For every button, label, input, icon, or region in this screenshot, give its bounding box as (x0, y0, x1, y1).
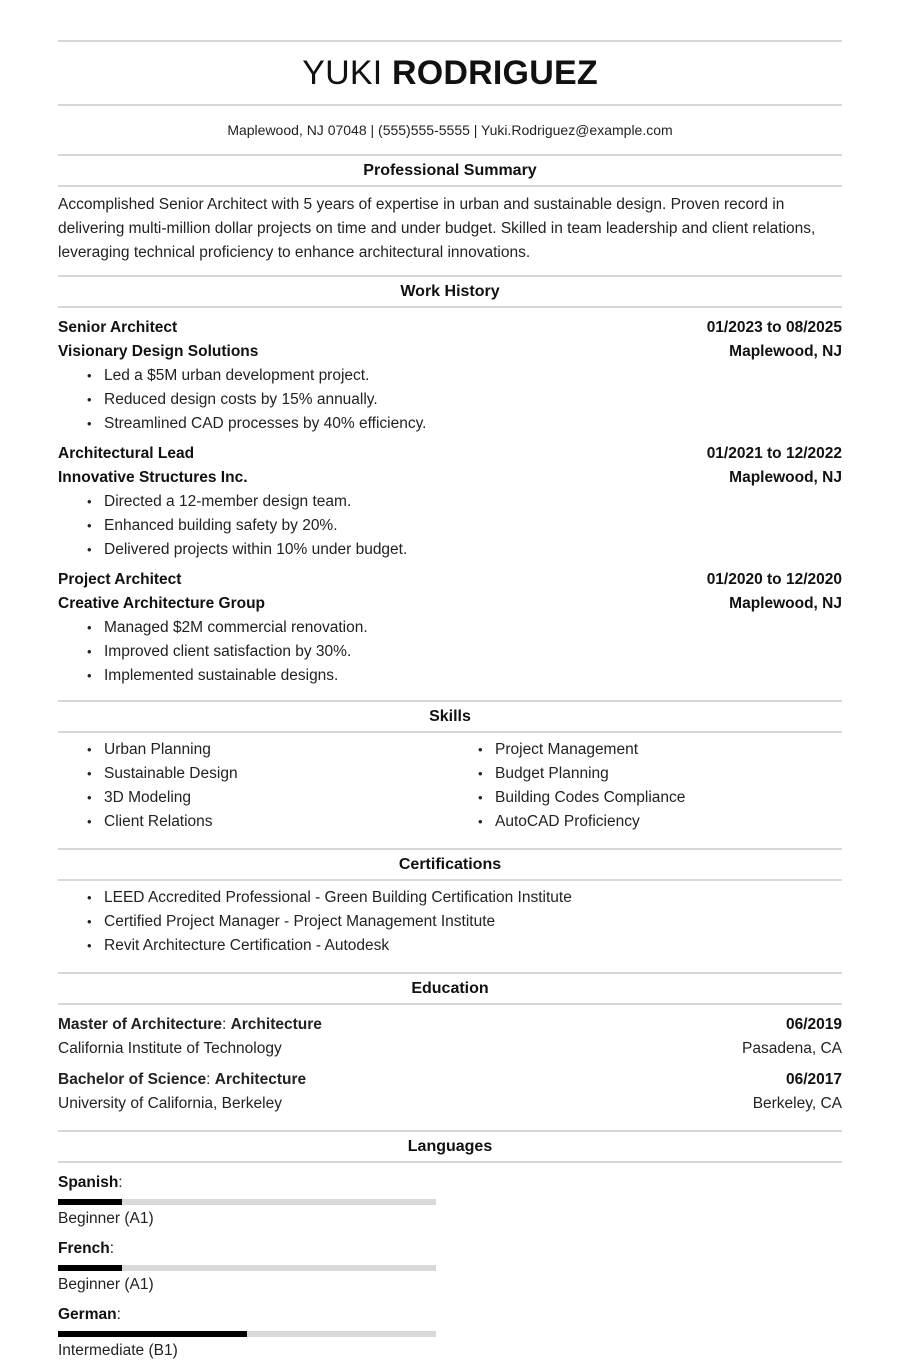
list-item: • AutoCAD Proficiency (495, 810, 840, 834)
contact-line: Maplewood, NJ 07048 | (555)555-5555 | Yuki.Rodriguez@example.com (227, 122, 673, 138)
list-item: • Delivered projects within 10% under budget. (104, 538, 842, 562)
list-item: • Urban Planning (104, 738, 449, 762)
job-bullets (58, 364, 842, 436)
list-item: • Led a $5M urban development project. (104, 364, 842, 388)
language-entry: German: Intermediate (B1) (58, 1303, 458, 1363)
degree-field: Architecture (214, 1071, 307, 1088)
school-name: University of California, Berkeley (58, 1095, 282, 1112)
list-item: • Revit Architecture Certification - Autodesk (104, 934, 842, 958)
summary-text: Accomplished Senior Architect with 5 years of expertise in urban and sustainable design. Proven record in delivering multi-million dollar projects on time and under budget. Skilled in team leadership and client relations, leveraging technical proficiency to enhance architectural innovations. (58, 196, 816, 261)
job-location: Maplewood, NJ (729, 343, 842, 360)
languages-list (58, 1163, 842, 1369)
list-item: • Client Relations (104, 810, 449, 834)
language-entry: French: Beginner (A1) (58, 1237, 458, 1297)
list-item: • Sustainable Design (104, 762, 449, 786)
job-company: Innovative Structures Inc. (58, 469, 248, 486)
proficiency-bar (58, 1199, 436, 1205)
proficiency-bar-fill (58, 1331, 247, 1337)
language-level: Beginner (A1) (58, 1276, 154, 1293)
proficiency-bar-fill (58, 1265, 122, 1271)
job-role: Senior Architect (58, 319, 178, 336)
skills-column-right (449, 738, 840, 834)
last-name: RODRIGUEZ (392, 54, 598, 92)
job-dates: 01/2021 to 12/2022 (706, 445, 842, 462)
language-name: German (58, 1306, 117, 1323)
school-name: California Institute of Technology (58, 1040, 282, 1057)
job-bullets (58, 616, 842, 688)
section-title-education: Education (411, 980, 489, 997)
section-title-languages: Languages (407, 1138, 493, 1155)
job-location: Maplewood, NJ (729, 469, 842, 486)
job-company: Visionary Design Solutions (58, 343, 259, 360)
list-item: • 3D Modeling (104, 786, 449, 810)
language-level: Intermediate (B1) (58, 1342, 178, 1359)
job-role: Project Architect (58, 571, 182, 588)
proficiency-bar (58, 1331, 436, 1337)
graduation-date: 06/2019 (785, 1016, 842, 1033)
job-entry (58, 442, 842, 562)
skills-list (58, 733, 842, 848)
list-item: • Enhanced building safety by 20%. (104, 514, 842, 538)
school-location: Berkeley, CA (752, 1095, 842, 1112)
proficiency-bar (58, 1265, 436, 1271)
list-item: • Managed $2M commercial renovation. (104, 616, 842, 640)
job-entry (58, 316, 842, 436)
school-location: Pasadena, CA (742, 1040, 842, 1057)
list-item: • Improved client satisfaction by 30%. (104, 640, 842, 664)
list-item: • Reduced design costs by 15% annually. (104, 388, 842, 412)
list-item: • Budget Planning (495, 762, 840, 786)
list-item: • Project Management (495, 738, 840, 762)
job-entry (58, 568, 842, 688)
section-title-certifications: Certifications (398, 856, 502, 873)
graduation-date: 06/2017 (785, 1071, 842, 1088)
degree-field: Architecture (230, 1016, 322, 1033)
first-name: YUKI (302, 54, 383, 92)
degree: Bachelor of Science (58, 1071, 207, 1088)
proficiency-bar-fill (58, 1199, 122, 1205)
section-title-work: Work History (400, 283, 500, 300)
list-item: • Implemented sustainable designs. (104, 664, 842, 688)
candidate-name (58, 42, 842, 104)
section-title-skills: Skills (429, 708, 471, 725)
language-level: Beginner (A1) (58, 1210, 154, 1227)
education-entry: Bachelor of Science: Architecture 06/2017 University of California, Berkeley Berkeley, CA (58, 1068, 842, 1116)
job-company: Creative Architecture Group (58, 595, 266, 612)
language-entry: Spanish: Beginner (A1) (58, 1171, 458, 1231)
list-item: • LEED Accredited Professional - Green Building Certification Institute (104, 886, 842, 910)
list-item: • Certified Project Manager - Project Management Institute (104, 910, 842, 934)
list-item: • Building Codes Compliance (495, 786, 840, 810)
work-history (58, 308, 842, 700)
language-name: Spanish (58, 1174, 119, 1191)
section-title-summary: Professional Summary (363, 162, 537, 179)
job-dates: 01/2023 to 08/2025 (706, 319, 842, 336)
certifications-list (58, 881, 842, 972)
education-list (58, 1005, 842, 1130)
degree: Master of Architecture (58, 1016, 222, 1033)
language-name: French (58, 1240, 110, 1257)
list-item: • Streamlined CAD processes by 40% efficiency. (104, 412, 842, 436)
list-item: • Directed a 12-member design team. (104, 490, 842, 514)
job-role: Architectural Lead (58, 445, 195, 462)
skills-column-left (58, 738, 449, 834)
job-dates: 01/2020 to 12/2020 (706, 571, 842, 588)
job-location: Maplewood, NJ (729, 595, 842, 612)
job-bullets (58, 490, 842, 562)
education-entry: Master of Architecture: Architecture 06/2019 California Institute of Technology Pasadena, CA (58, 1013, 842, 1061)
